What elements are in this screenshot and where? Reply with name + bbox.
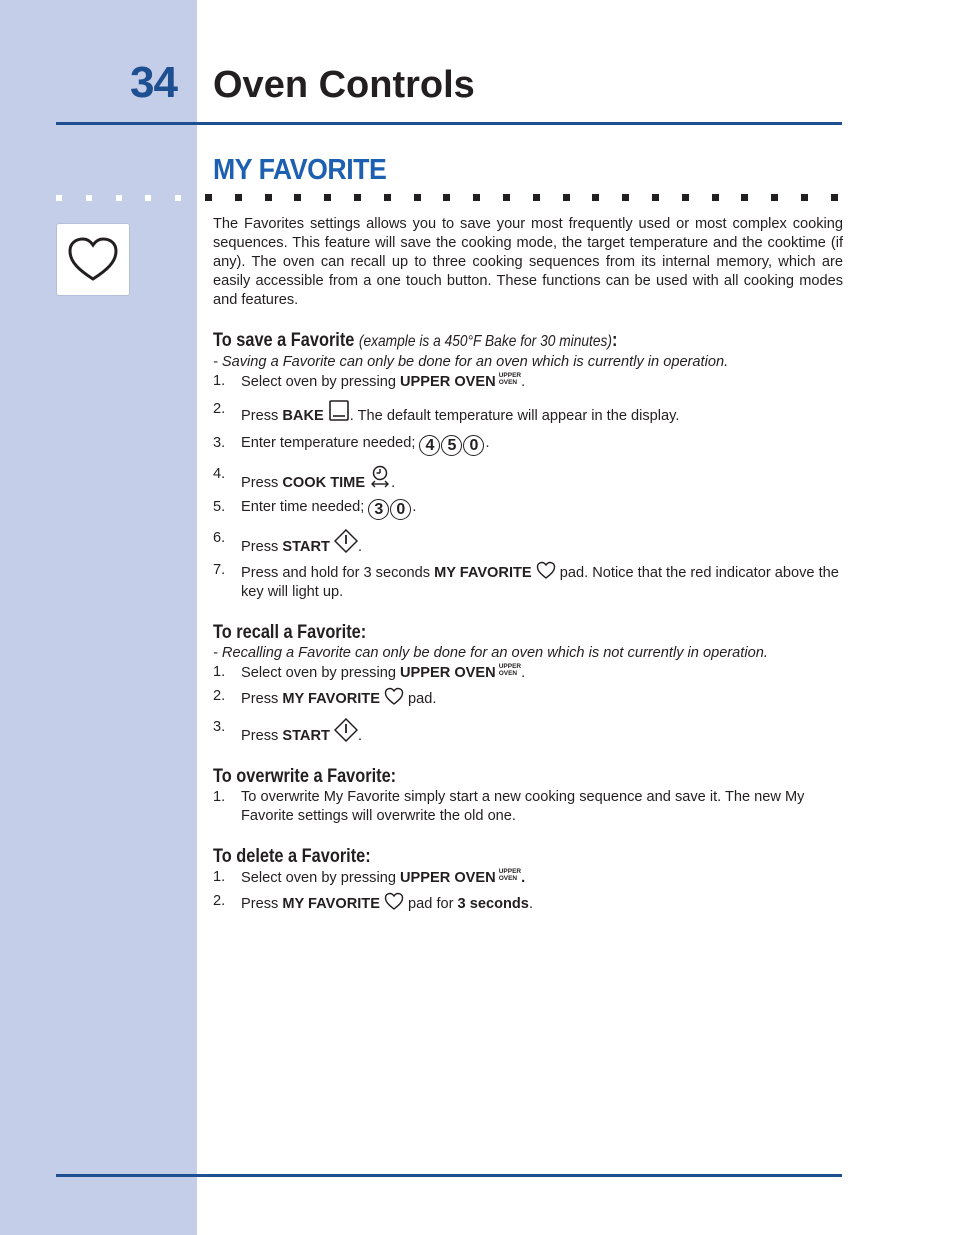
step-text-mid: pad for <box>404 896 458 912</box>
key-name: UPPER OVEN <box>400 870 496 886</box>
divider-dot <box>324 194 331 201</box>
recall-note: - Recalling a Favorite can only be done for an oven which is not currently in operation. <box>213 645 768 661</box>
upper-oven-line1: UPPER <box>498 372 522 379</box>
step-text: Select oven by pressing <box>241 665 400 681</box>
step-text-end: pad. Notice that the red indicator above the key will light up. <box>241 565 839 600</box>
heart-icon <box>384 687 404 705</box>
divider-dot <box>294 194 301 201</box>
step-text: To overwrite My Favorite simply start a new cooking sequence and save it. The new My Favorite settings will overwrite the old one. <box>241 789 805 824</box>
list-item <box>213 687 843 709</box>
upper-oven-line2: OVEN <box>498 379 518 386</box>
list-item <box>213 400 843 426</box>
divider-dot <box>116 195 122 201</box>
divider-dot <box>622 194 629 201</box>
step-number: 4. <box>213 466 226 482</box>
step-text-end: . <box>485 435 490 451</box>
step-text-end: . The default temperature will appear in the display. <box>349 408 680 424</box>
divider-dot <box>682 194 689 201</box>
overwrite-heading: To overwrite a Favorite: <box>213 766 397 787</box>
header-rule <box>56 122 842 125</box>
list-item <box>213 788 843 826</box>
step-text: Enter time needed; <box>241 499 369 515</box>
step-text: Press <box>241 475 283 491</box>
step-text-end: . <box>391 475 396 491</box>
dotted-divider <box>56 194 846 202</box>
step-text-end: pad. <box>404 691 437 707</box>
page-title: Oven Controls <box>213 64 475 106</box>
divider-dot <box>205 194 212 201</box>
start-icon <box>334 529 358 553</box>
list-item <box>213 663 843 683</box>
upper-oven-icon <box>499 372 521 386</box>
recall-section <box>213 622 843 746</box>
section-title: MY FAVORITE <box>213 154 387 186</box>
number-key: 3 <box>368 499 389 520</box>
upper-oven-line2: OVEN <box>498 670 518 677</box>
step-text-end: . <box>521 870 526 886</box>
step-text: Press <box>241 539 283 555</box>
divider-dot <box>56 195 62 201</box>
step-number: 1. <box>213 869 226 885</box>
step-number: 6. <box>213 530 226 546</box>
step-text-end: . <box>412 499 417 515</box>
upper-oven-icon <box>499 868 521 882</box>
step-text: Press <box>241 896 283 912</box>
list-item <box>213 561 843 602</box>
divider-dot <box>801 194 808 201</box>
number-key: 5 <box>441 435 462 456</box>
delete-heading: To delete a Favorite: <box>213 846 371 867</box>
intro-text: The Favorites settings allows you to save your most frequently used or most complex cooking sequences. This feature will save the cooking mode, the target temperature and the cooktime (if any). The oven can recall up to three cooking sequences from its internal memory, which are easily accessible from a one touch button. These functions can be used with all cooking modes and features. <box>213 216 843 308</box>
divider-dot <box>354 194 361 201</box>
divider-dot <box>175 195 181 201</box>
key-name: MY FAVORITE <box>282 691 380 707</box>
divider-dot <box>473 194 480 201</box>
list-item <box>213 868 843 888</box>
heart-icon <box>67 236 119 282</box>
key-name: START <box>282 539 330 555</box>
delete-steps <box>213 868 843 914</box>
divider-dot <box>503 194 510 201</box>
save-note: - Saving a Favorite can only be done for an oven which is currently in operation. <box>213 354 729 370</box>
number-key: 0 <box>463 435 484 456</box>
key-name: START <box>282 728 330 744</box>
key-name: BAKE <box>282 408 324 424</box>
list-item <box>213 465 843 493</box>
step-number: 1. <box>213 664 226 680</box>
upper-oven-icon <box>499 663 521 677</box>
overwrite-section <box>213 766 843 826</box>
upper-oven-line1: UPPER <box>498 663 522 670</box>
divider-dot <box>145 195 151 201</box>
upper-oven-line1: UPPER <box>498 868 522 875</box>
save-heading-colon: : <box>611 330 618 351</box>
divider-dot <box>592 194 599 201</box>
step-number: 7. <box>213 562 226 578</box>
divider-dot <box>414 194 421 201</box>
divider-dot <box>712 194 719 201</box>
heart-icon <box>536 561 556 579</box>
step-number: 1. <box>213 789 226 805</box>
step-text: Press <box>241 408 283 424</box>
key-name: UPPER OVEN <box>400 665 496 681</box>
list-item <box>213 718 843 746</box>
divider-dot <box>384 194 391 201</box>
step-number: 2. <box>213 688 226 704</box>
recall-heading: To recall a Favorite: <box>213 622 367 643</box>
step-text-end: . <box>528 896 533 912</box>
delete-section <box>213 846 843 914</box>
heart-icon <box>384 892 404 910</box>
step-number: 2. <box>213 401 226 417</box>
divider-dot <box>235 194 242 201</box>
key-name: UPPER OVEN <box>400 374 496 390</box>
upper-oven-line2: OVEN <box>498 875 518 882</box>
divider-dot <box>652 194 659 201</box>
list-item <box>213 892 843 914</box>
divider-dot <box>86 195 92 201</box>
step-number: 5. <box>213 499 226 515</box>
save-heading <box>213 330 755 353</box>
divider-dot <box>563 194 570 201</box>
step-text: Select oven by pressing <box>241 374 400 390</box>
step-text: Select oven by pressing <box>241 870 400 886</box>
sidebar-band <box>0 0 197 1235</box>
save-section <box>213 330 843 602</box>
divider-dot <box>831 194 838 201</box>
number-key: 0 <box>390 499 411 520</box>
divider-dot <box>771 194 778 201</box>
step-text: Press and hold for 3 seconds <box>241 565 435 581</box>
list-item <box>213 498 843 520</box>
key-name: MY FAVORITE <box>282 896 380 912</box>
content <box>213 215 843 914</box>
divider-dot <box>265 194 272 201</box>
step-text: Enter temperature needed; <box>241 435 420 451</box>
step-text-end: . <box>357 539 363 555</box>
step-text: Press <box>241 728 283 744</box>
list-item <box>213 372 843 392</box>
divider-dot <box>741 194 748 201</box>
duration-text: 3 seconds <box>457 896 529 912</box>
number-key: 4 <box>419 435 440 456</box>
step-number: 1. <box>213 373 226 389</box>
my-favorite-key-card <box>56 223 130 296</box>
step-number: 2. <box>213 893 226 909</box>
divider-dot <box>533 194 540 201</box>
step-text-end: . <box>521 374 526 390</box>
start-icon <box>334 718 358 742</box>
step-text-end: . <box>357 728 363 744</box>
step-number: 3. <box>213 719 226 735</box>
save-heading-text: To save a Favorite <box>213 330 355 351</box>
key-name: MY FAVORITE <box>434 565 532 581</box>
cook-time-icon <box>369 465 391 489</box>
list-item <box>213 434 843 456</box>
footer-rule <box>56 1174 842 1177</box>
save-steps <box>213 372 843 602</box>
bake-icon <box>328 400 350 422</box>
step-text: Press <box>241 691 283 707</box>
save-example: (example is a 450°F Bake for 30 minutes) <box>358 333 612 350</box>
overwrite-steps <box>213 788 843 826</box>
step-number: 3. <box>213 435 226 451</box>
list-item <box>213 529 843 557</box>
page-number: 34 <box>130 58 177 107</box>
key-name: COOK TIME <box>282 475 366 491</box>
recall-steps <box>213 663 843 746</box>
step-text-end: . <box>521 665 526 681</box>
divider-dot <box>443 194 450 201</box>
